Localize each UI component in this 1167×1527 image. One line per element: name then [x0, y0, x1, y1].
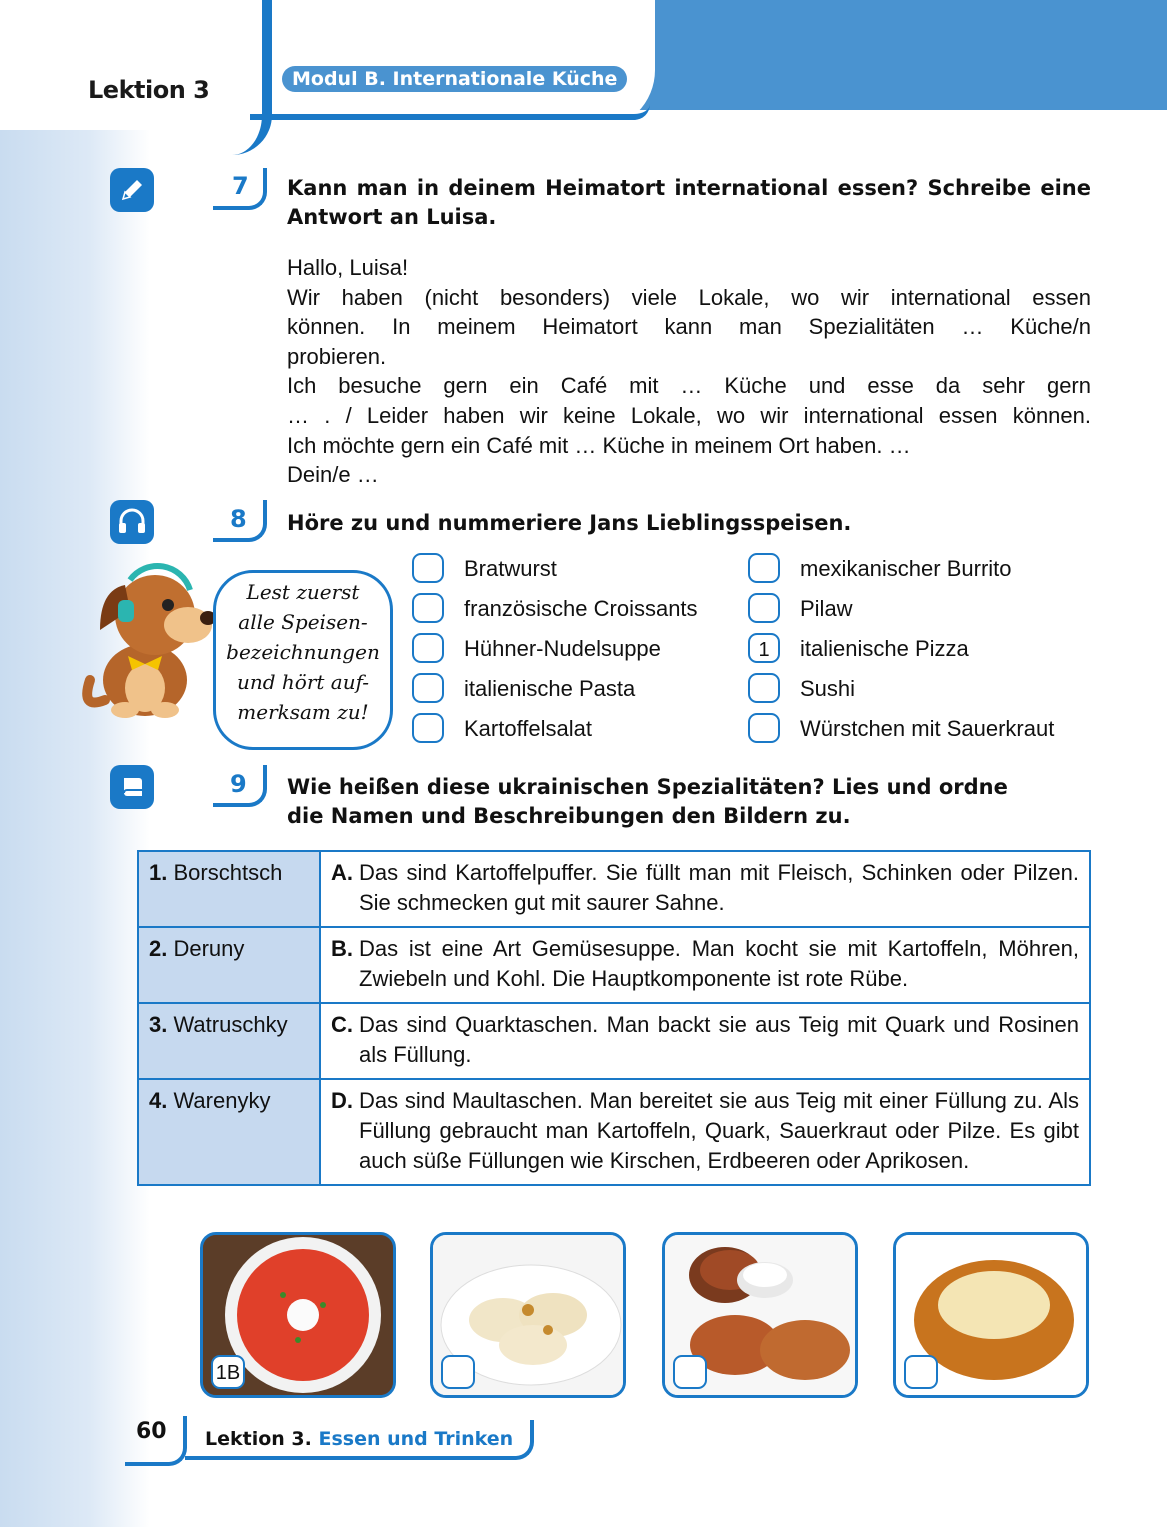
- row-number: 4.: [149, 1088, 168, 1113]
- food-item: Sushi: [800, 676, 856, 701]
- answer-box[interactable]: [412, 633, 444, 663]
- letter-line: können. In meinem Heimatort kann man Spezialitäten … Küche/n: [287, 314, 1091, 340]
- lesson-tab: [80, 68, 220, 120]
- answer-box[interactable]: [412, 673, 444, 703]
- bubble-line: alle Speisen-: [238, 610, 368, 634]
- letter-line: Wir haben (nicht besonders) viele Lokale, wo wir international essen: [287, 284, 1091, 310]
- row-number: 2.: [149, 936, 168, 961]
- description-cell: [320, 927, 1090, 1003]
- answer-box[interactable]: 1: [748, 633, 780, 663]
- dish-name: Warenyky: [173, 1088, 271, 1113]
- exercise-9-title-line: die Namen und Beschreibungen den Bildern zu.: [287, 804, 851, 828]
- photo-borscht: [200, 1232, 396, 1398]
- book-icon: [110, 765, 154, 809]
- exercise-9-title: [287, 773, 1008, 831]
- answer-box[interactable]: [412, 593, 444, 623]
- answer-box[interactable]: [748, 553, 780, 583]
- exercise-7-letter: [287, 253, 1091, 490]
- exercise-7-title-line: Antwort an Luisa.: [287, 205, 497, 229]
- dish-description: Das sind Kartoffelpuffer. Sie füllt man mit Fleisch, Schinken oder Pilzen. Sie schmecken gut mit saurer Sahne.: [359, 860, 1079, 915]
- dish-name: Borschtsch: [173, 860, 283, 885]
- dish-description: Das sind Maultaschen. Man bereitet sie aus Teig mit einer Füllung zu. Als Füllung gebraucht man Kartoffeln, Quark, Sauerkraut oder Pilze. Es gibt auch süße Füllungen wie Kirschen, Erdbeeren oder Aprikosen.: [359, 1088, 1079, 1173]
- food-item: Würstchen mit Sauerkraut: [800, 716, 1055, 741]
- food-item: Pilaw: [800, 596, 853, 621]
- bubble-line: Lest zuerst: [246, 580, 360, 604]
- table-row: [138, 851, 1090, 927]
- letter-line: … . / Leider haben wir keine Lokale, wo wir international essen können.: [287, 402, 1091, 428]
- row-letter: A.: [331, 860, 353, 885]
- photo-answer-box[interactable]: [441, 1355, 475, 1389]
- dish-name-cell: [138, 927, 320, 1003]
- row-letter: C.: [331, 1012, 353, 1037]
- answer-box[interactable]: [748, 673, 780, 703]
- answer-box[interactable]: [748, 593, 780, 623]
- exercise-7-number: 7: [232, 172, 249, 200]
- photo-deruny: [662, 1232, 858, 1398]
- exercise-8-title: Höre zu und nummeriere Jans Lieblingsspeisen.: [287, 511, 852, 535]
- letter-line: Hallo, Luisa!: [287, 255, 409, 280]
- food-item: italienische Pizza: [800, 636, 969, 661]
- modul-underline: [250, 104, 650, 120]
- letter-line: Ich möchte gern ein Café mit … Küche in meinem Ort haben. …: [287, 432, 911, 458]
- headphones-icon: [110, 500, 154, 544]
- letter-line: Ich besuche gern ein Café mit … Küche und esse da sehr gern: [287, 373, 1091, 399]
- speech-bubble: [213, 570, 393, 750]
- dish-description: Das ist eine Art Gemüsesuppe. Man kocht sie mit Kartoffeln, Möhren, Zwiebeln und Kohl. Die Hauptkomponente ist rote Rübe.: [359, 936, 1079, 991]
- exercise-9-number: 9: [230, 770, 247, 798]
- photo-watruschky: [893, 1232, 1089, 1398]
- bubble-line: merksam zu!: [237, 700, 369, 724]
- row-number: 1.: [149, 860, 168, 885]
- lesson-label: Lektion 3: [88, 76, 210, 104]
- table-row: [138, 1003, 1090, 1079]
- answer-box[interactable]: [412, 713, 444, 743]
- footer-lesson: Lektion 3.: [205, 1428, 312, 1450]
- food-item: Kartoffelsalat: [464, 716, 593, 741]
- food-item: Hühner-Nudelsuppe: [464, 636, 661, 661]
- answer-box[interactable]: [748, 713, 780, 743]
- answer-box[interactable]: [412, 553, 444, 583]
- table-row: [138, 927, 1090, 1003]
- left-gradient-band: [0, 0, 150, 1527]
- matching-table: [137, 850, 1091, 1186]
- food-item: italienische Pasta: [464, 676, 636, 701]
- letter-line: Dein/e …: [287, 462, 379, 488]
- exercise-7-title: [287, 174, 1091, 232]
- photo-answer-box[interactable]: [673, 1355, 707, 1389]
- page-number: 60: [136, 1419, 167, 1444]
- header-divider: [222, 0, 272, 155]
- footer-title: [205, 1428, 513, 1450]
- pencil-icon: [110, 168, 154, 212]
- row-letter: D.: [331, 1088, 353, 1113]
- dog-mascot-illustration: [70, 560, 220, 720]
- row-letter: B.: [331, 936, 353, 961]
- dish-name: Watruschky: [173, 1012, 288, 1037]
- description-cell: [320, 1079, 1090, 1185]
- food-item: mexikanischer Burrito: [800, 556, 1012, 581]
- dish-name-cell: [138, 1079, 320, 1185]
- dish-description: Das sind Quarktaschen. Man backt sie aus Teig mit Quark und Rosinen als Füllung.: [359, 1012, 1079, 1067]
- photo-answer-box[interactable]: [904, 1355, 938, 1389]
- bubble-line: bezeichnungen: [226, 640, 380, 664]
- module-title: Modul B. Internationale Küche: [282, 66, 627, 92]
- food-item: Bratwurst: [464, 556, 557, 581]
- bubble-line: und hört auf-: [236, 670, 370, 694]
- exercise-7-title-line: Kann man in deinem Heimatort international essen? Schreibe eine: [287, 176, 1091, 200]
- photo-warenyky: [430, 1232, 626, 1398]
- exercise-9-title-line: Wie heißen diese ukrainischen Spezialitäten? Lies und ordne: [287, 775, 1008, 799]
- description-cell: [320, 851, 1090, 927]
- description-cell: [320, 1003, 1090, 1079]
- row-number: 3.: [149, 1012, 168, 1037]
- dish-name-cell: [138, 1003, 320, 1079]
- dish-name: Deruny: [173, 936, 245, 961]
- food-item: französische Croissants: [464, 596, 698, 621]
- dish-name-cell: [138, 851, 320, 927]
- exercise-8-number: 8: [230, 505, 247, 533]
- table-row: [138, 1079, 1090, 1185]
- letter-line: probieren.: [287, 343, 387, 369]
- photo-answer-box[interactable]: 1B: [211, 1355, 245, 1389]
- footer-topic: Essen und Trinken: [318, 1428, 514, 1450]
